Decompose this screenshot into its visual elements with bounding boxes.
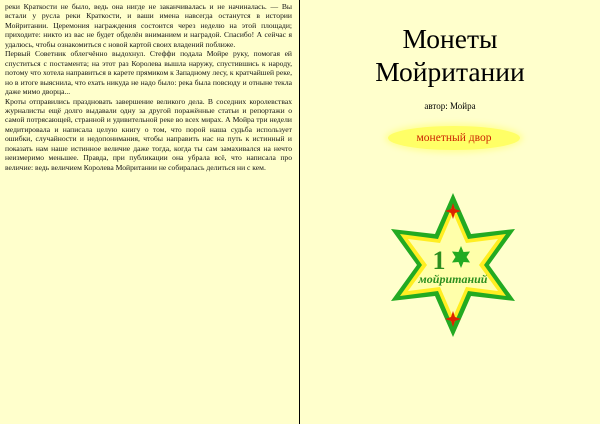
page-title	[300, 22, 600, 88]
author-line: автор: Мойра	[424, 101, 476, 111]
paragraph-1: реки Краткости не было, ведь она нигде не заканчивалась и не начиналась. — Вы встали у русла реки Краткости, и ваши имена навсегда останутся в истории Мойритании. Церемония награждения состоится через неделю на этой площади; приходите: никто из вас не будет обделён вниманием и наградой. Спасибо! А сейчас я удалюсь, чтобы ознакомиться с новой картой своих владений поближе.	[5, 2, 292, 49]
right-page	[300, 0, 600, 424]
title-line-2: Мойритании	[375, 56, 525, 87]
paragraph-2: Первый Советник облегчённо выдохнул. Стеффи подала Мойре руку, помогая ей спуститься с постамента; на этот раз Королева вышла наружу, спустившись к народу, потому что хотела направиться в карете прямиком к Западному лесу, к кратчайшей реке, но в итоге выяснила, что ехать никуда не надо было: река была повсюду и отныне текла даже мимо дворца...	[5, 49, 292, 97]
story-text	[5, 2, 292, 172]
title-line-1: Монеты	[402, 23, 498, 54]
mint-button[interactable]: монетный двор	[388, 126, 520, 150]
coin-name-label: мойританий	[418, 272, 488, 286]
coin-denomination: 1	[432, 246, 446, 275]
paragraph-3: Кроты отправились праздновать завершение великого дела. В соседних королевствах журналисты ещё долго выдавали одну за другой поражённые статьи и репортажи о самой потрясающей, странной и удивительной реке во всех мирах. А Мойра три недели медитировала и написала целую книгу о том, что порой наша судьба использует ошибки, случайности и недопонимания, чтобы направить нас на путь к истинный и показать нам наше истинное величие даже тогда, когда ты сам замахивался на нечто неизмеримо меньшее. Правда, при публикации она убрала всё, что написала про величие: ведь величием Королева Мойритании не собиралась делиться ни с кем.	[5, 96, 292, 172]
coin-image	[378, 190, 528, 340]
